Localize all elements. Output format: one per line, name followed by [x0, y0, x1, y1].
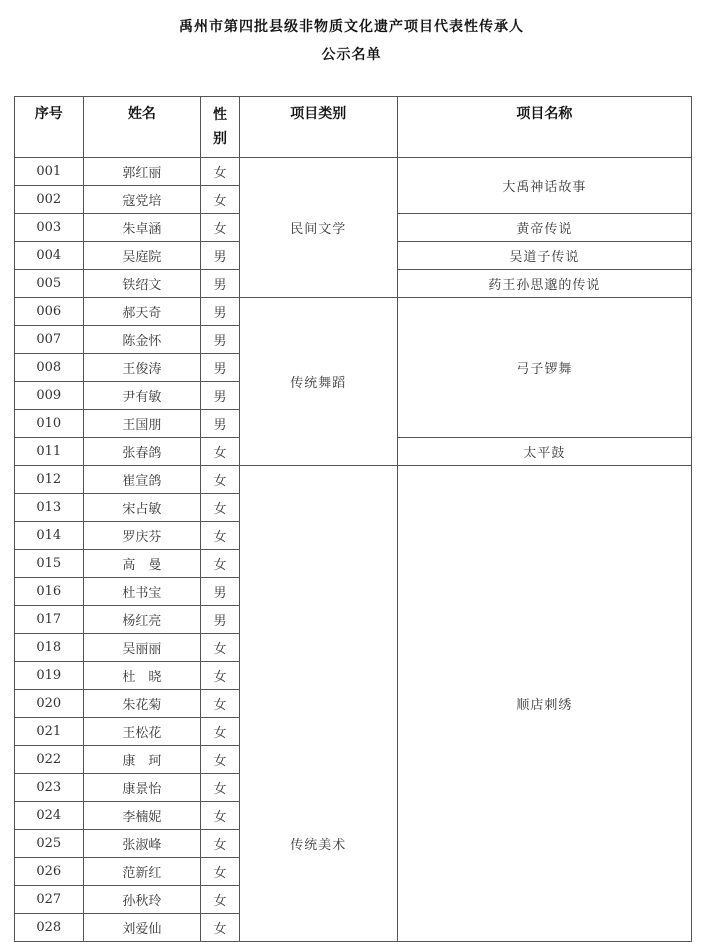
header-category: 项目类别: [239, 97, 397, 158]
cell-name: 尹有敏: [83, 382, 201, 410]
header-sex: [201, 97, 239, 158]
cell-index: 025: [15, 830, 84, 858]
cell-index: 027: [15, 886, 84, 914]
cell-index: 028: [15, 914, 84, 942]
cell-sex: 女: [201, 718, 239, 746]
cell-index: 022: [15, 746, 84, 774]
cell-index: 001: [15, 158, 84, 186]
cell-name: 吴丽丽: [83, 634, 201, 662]
cell-category: 民间文学: [239, 158, 397, 298]
cell-project: 黄帝传说: [397, 214, 691, 242]
cell-sex: 女: [201, 746, 239, 774]
cell-index: 008: [15, 354, 84, 382]
cell-index: 016: [15, 578, 84, 606]
cell-sex: 男: [201, 326, 239, 354]
cell-sex: 女: [201, 158, 239, 186]
cell-name: 朱花菊: [83, 690, 201, 718]
header-sex-line1: 性: [213, 107, 227, 123]
cell-index: 004: [15, 242, 84, 270]
cell-sex: 女: [201, 830, 239, 858]
cell-sex: 女: [201, 886, 239, 914]
cell-project: 顺店刺绣: [397, 466, 691, 942]
header-name: 姓名: [83, 97, 201, 158]
cell-name: 李楠妮: [83, 802, 201, 830]
cell-index: 017: [15, 606, 84, 634]
cell-name: 张春鸽: [83, 438, 201, 466]
table-row: [15, 158, 692, 186]
cell-sex: 男: [201, 270, 239, 298]
cell-sex: 女: [201, 494, 239, 522]
header-index: 序号: [15, 97, 84, 158]
document-subtitle: 公示名单: [321, 47, 382, 63]
table-header-row: [15, 97, 692, 158]
cell-name: 铁绍文: [83, 270, 201, 298]
cell-name: 陈金怀: [83, 326, 201, 354]
table-body: [15, 158, 692, 942]
cell-sex: 女: [201, 690, 239, 718]
cell-index: 019: [15, 662, 84, 690]
cell-sex: 女: [201, 214, 239, 242]
cell-index: 003: [15, 214, 84, 242]
cell-name: 王松花: [83, 718, 201, 746]
cell-index: 020: [15, 690, 84, 718]
cell-project: 吴道子传说: [397, 242, 691, 270]
cell-sex: 女: [201, 550, 239, 578]
cell-index: 018: [15, 634, 84, 662]
cell-sex: 男: [201, 578, 239, 606]
cell-index: 010: [15, 410, 84, 438]
cell-sex: 男: [201, 354, 239, 382]
cell-name: 杨红亮: [83, 606, 201, 634]
cell-sex: 男: [201, 410, 239, 438]
cell-name: 吴庭院: [83, 242, 201, 270]
cell-sex: 女: [201, 802, 239, 830]
header-sex-line2: 别: [213, 131, 227, 147]
cell-sex: 女: [201, 858, 239, 886]
cell-sex: 男: [201, 606, 239, 634]
cell-name: 王国朋: [83, 410, 201, 438]
cell-name: 刘爱仙: [83, 914, 201, 942]
cell-sex: 女: [201, 438, 239, 466]
cell-index: 002: [15, 186, 84, 214]
cell-index: 014: [15, 522, 84, 550]
cell-index: 012: [15, 466, 84, 494]
cell-index: 024: [15, 802, 84, 830]
cell-index: 026: [15, 858, 84, 886]
cell-sex: 女: [201, 774, 239, 802]
cell-name: 张淑峰: [83, 830, 201, 858]
cell-project: 弓子锣舞: [397, 298, 691, 438]
cell-name: 康 珂: [83, 746, 201, 774]
table-row: [15, 298, 692, 326]
cell-name: 杜书宝: [83, 578, 201, 606]
cell-sex: 女: [201, 466, 239, 494]
cell-sex: 女: [201, 634, 239, 662]
cell-name: 高 曼: [83, 550, 201, 578]
cell-project: 药王孙思邈的传说: [397, 270, 691, 298]
cell-index: 009: [15, 382, 84, 410]
cell-name: 杜 晓: [83, 662, 201, 690]
cell-name: 范新红: [83, 858, 201, 886]
document-title: 禹州市第四批县级非物质文化遗产项目代表性传承人: [179, 19, 524, 35]
cell-index: 006: [15, 298, 84, 326]
header-project: 项目名称: [397, 97, 691, 158]
cell-name: 康景怡: [83, 774, 201, 802]
cell-sex: 女: [201, 662, 239, 690]
cell-category: 传统舞蹈: [239, 298, 397, 466]
cell-project: 太平鼓: [397, 438, 691, 466]
cell-sex: 女: [201, 914, 239, 942]
cell-category: 传统美术: [239, 466, 397, 942]
cell-index: 007: [15, 326, 84, 354]
cell-sex: 男: [201, 298, 239, 326]
inheritors-table: [14, 96, 692, 942]
cell-index: 013: [15, 494, 84, 522]
cell-sex: 男: [201, 242, 239, 270]
cell-name: 寇党培: [83, 186, 201, 214]
cell-sex: 男: [201, 382, 239, 410]
cell-name: 罗庆芬: [83, 522, 201, 550]
cell-name: 王俊涛: [83, 354, 201, 382]
cell-name: 孙秋玲: [83, 886, 201, 914]
cell-index: 015: [15, 550, 84, 578]
cell-sex: 女: [201, 522, 239, 550]
cell-name: 崔宣鸽: [83, 466, 201, 494]
cell-sex: 女: [201, 186, 239, 214]
table-row: [15, 466, 692, 494]
cell-index: 021: [15, 718, 84, 746]
cell-index: 005: [15, 270, 84, 298]
cell-name: 郝天奇: [83, 298, 201, 326]
cell-name: 朱卓涵: [83, 214, 201, 242]
cell-index: 023: [15, 774, 84, 802]
cell-name: 宋占敏: [83, 494, 201, 522]
cell-name: 郭红丽: [83, 158, 201, 186]
cell-project: 大禹神话故事: [397, 158, 691, 214]
cell-index: 011: [15, 438, 84, 466]
